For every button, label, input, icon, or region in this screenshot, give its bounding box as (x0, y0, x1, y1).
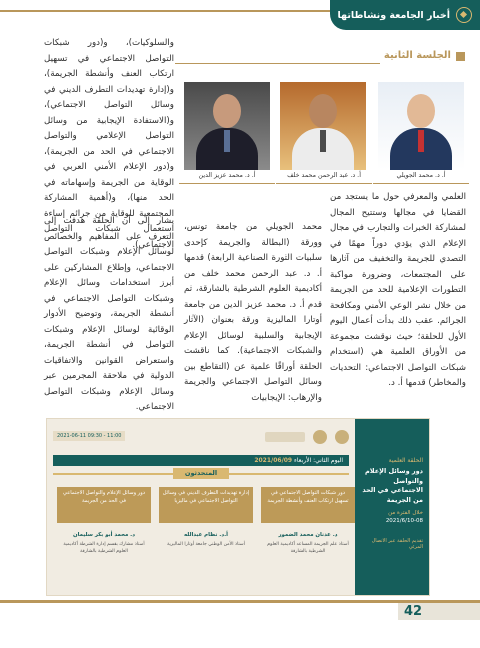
footer-rule (0, 600, 398, 603)
speakers-heading (53, 469, 349, 479)
talk-card-3: دور وسائل الإعلام والتواصل الاجتماعي في الحد من الجريمة (57, 487, 151, 523)
header-rule (0, 10, 370, 12)
arab-league-seal-icon (335, 430, 349, 444)
nauss-wordmark-logo (265, 432, 305, 442)
speaker-name-1: د. عدنان محمد الضمور (278, 532, 338, 538)
session-marker-icon (456, 52, 465, 61)
speaker-photo-3 (184, 82, 270, 170)
university-emblem-icon (456, 7, 472, 23)
article-column-middle: محمد الجويلي من جامعة تونس، وورقة (البطالة والجريمة كإحدى سلبيات الثورة الصناعية الرابعة) قدمها أ. د. عبد الرحمن محمد خلف من أكاديمية العلوم الشرطية بالشارقة، ثم قدم أ. د. محمد عزيز الدين من جامعة أوتارا الماليزية ورقة بعنوان (الآثار الإيجابية والسلبية لوسائل الإعلام والشبكات الاجتماعية). كما ناقشت الحلقة أوراقًا علمية عن (التقاطع بين وسائل التواصل الاجتماعي والجريمة والإرهاب: الإيجابيات (184, 222, 322, 403)
speaker-name-2: أ.د. نظام عبدالله (183, 532, 229, 538)
session-label: الجلسة الثانية (383, 50, 451, 61)
speaker-role-3: أستاذ مشارك بقسم إدارة الشرطة أكاديمية العلوم الشرطية بالشارقة (63, 542, 145, 554)
banner-footnote: تقديم الحلقة عبر الاتصال المرئي (371, 538, 423, 550)
speaker-photo-1 (378, 82, 464, 170)
banner-day-bar (53, 455, 349, 466)
talk-card-1: دور شبكات التواصل الاجتماعي في تسهيل ارتكاب العنف وأنشطة الجريمة (261, 487, 355, 523)
photo-caption-2: أ. د. عبد الرحمن محمد خلف (276, 172, 372, 184)
banner-side-panel (355, 419, 429, 595)
article-column-left-top: والسلوكيات)، و(دور شبكات التواصل الاجتماعي في تسهيل ارتكاب العنف وأنشطة الجريمة)، و(إدارة تهديدات التطرف الديني في وسائل التواصل الاجتماعي)، و(الاستفادة الإيجابية من وسائل التواصل الإعلامي والتواصل الاجتماعي في الحد من الجريمة)، و(دور الإعلام الأمني العربي في الوقاية من الجريمة وإسهاماته في الحد منها)، و(أهمية المشاركة المجتمعية للوقاية من جرائم إساءة استعمال شبكات التواصل الاجتماعي). (44, 38, 174, 250)
banner-day-label: اليوم الثاني: الأربعاء (294, 457, 343, 464)
session-heading (175, 50, 465, 66)
session-rule (175, 63, 380, 64)
photo-caption-3: أ. د. محمد عزيز الدين (179, 172, 275, 184)
event-banner (46, 418, 430, 596)
speaker-photo-2 (280, 82, 366, 170)
article-column-right: العلمي والمعرفي حول ما يستجد من القضايا في مجالها وستتيح المجال لمشاركة الخبرات والتجارب في مجال الإعلام الذي يؤدي دوراً مهمًا في التصدي للجريمة والتخفيف من آثارها على المجتمعات، وضرورة مواكبة التطورات الإعلامية للحد من الجريمة من خلال نشر الوعي الأمني ومكافحة الجرائم. عقب ذلك بدأت أعمال اليوم الأول للحلقة؛ حيث نوقشت مجموعة من الأوراق العلمية هي (استخدام شبكات التواصل الاجتماعي: التحديات والمخاطر) قدمها أ. د. (330, 192, 466, 388)
page-number: 42 (398, 600, 480, 620)
talk-card-2: إدارة تهديدات التطرف الديني في وسائل التواصل الاجتماعي في ماليزيا (159, 487, 253, 523)
speaker-role-2: أستاذ الأمن الوطني جامعة أوتارا الماليزية (167, 542, 245, 547)
banner-logos (199, 427, 349, 447)
article-column-left-bottom: يشار إلى أن الحلقة هدفت إلى التعرف على المفاهيم والخصائص لوسائل الإعلام وشبكات التواصل الاجتماعي، وإطلاع المشاركين على أبرز استخدامات وسائل الإعلام وشبكات التواصل الاجتماعي في أنشطة الجريمة، وتوضيح الأدوار الوقائية لوسائل الإعلام وشبكات التواصل في أنشطة الجريمة، واستعراض القوانين والاتفاقيات الدولية في ملاحقة المجرمين عبر وسائل الإعلام وشبكات التواصل الاجتماعي. (44, 216, 174, 412)
banner-top-row (53, 427, 349, 447)
banner-period-label: خلال الفترة من (388, 510, 423, 516)
academy-seal-icon (313, 430, 327, 444)
banner-kicker: الحلقة العلمية (388, 457, 423, 464)
speaker-role-1: أستاذ علم الجريمة المساعد أكاديمية العلوم الشرطية بالشارقة (267, 542, 349, 554)
speakers-label: المتحدثون (173, 468, 229, 479)
speaker-name-3: د. محمد أبو بكر سليمان (73, 532, 135, 538)
banner-day-date: 2021/06/09 (254, 457, 293, 464)
banner-date: 2021/6/10-08 (385, 518, 423, 524)
banner-time: 2021-06-11 09:30 - 11:00 (53, 431, 125, 441)
section-title: أخبار الجامعة ونشاطاتها (337, 9, 450, 21)
photo-caption-1: أ. د. محمد الجويلي (373, 172, 469, 184)
section-header (330, 0, 480, 30)
banner-title: دور وسائل الإعلام والتواصل الاجتماعي في الحد من الجريمة (362, 467, 423, 504)
